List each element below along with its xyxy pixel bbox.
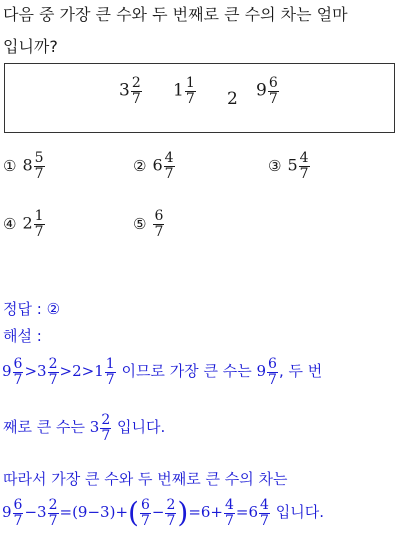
box-number-4: 9 $\frac{6}{7}$	[256, 75, 278, 107]
answer-label: 정답 : ②	[3, 300, 61, 318]
choice-3[interactable]: ③ 5 $\frac{4}{7}$	[268, 150, 309, 182]
explanation-label: 해설 :	[3, 327, 42, 345]
box-number-3: 2	[227, 89, 238, 109]
choice-1[interactable]: ① 8 $\frac{5}{7}$	[3, 150, 44, 182]
numbers-box	[4, 63, 395, 133]
box-number-2: 1 $\frac{1}{7}$	[173, 75, 195, 107]
explanation-line-4: 9 $\frac{6}{7}$ −3 $\frac{2}{7}$ =(9−3)+( $\frac{6}{7}$ − $\frac{2}{7}$ )=6+ $\frac{4}{7}$ =6 $\frac{4}{7}$ 입니다.	[2, 496, 324, 530]
explanation-line-1: 9 $\frac{6}{7}$ >3 $\frac{2}{7}$ >2>1 $\frac{1}{7}$ 이므로 가장 큰 수는 9 $\frac{6}{7}$ , 두 번	[2, 356, 323, 388]
box-number-1: 3 $\frac{2}{7}$	[119, 75, 141, 107]
choice-4[interactable]: ④ 2 $\frac{1}{7}$	[3, 208, 44, 240]
question-line-2: 입니까?	[3, 37, 58, 56]
choice-5[interactable]: ⑤ $\frac{6}{7}$	[133, 208, 164, 240]
question-line-1: 다음 중 가장 큰 수와 두 번째로 큰 수의 차는 얼마	[3, 5, 348, 24]
explanation-line-2: 째로 큰 수는 3 $\frac{2}{7}$ 입니다.	[3, 412, 166, 444]
choice-2[interactable]: ② 6 $\frac{4}{7}$	[133, 150, 174, 182]
explanation-line-3: 따라서 가장 큰 수와 두 번째로 큰 수의 차는	[3, 470, 288, 488]
